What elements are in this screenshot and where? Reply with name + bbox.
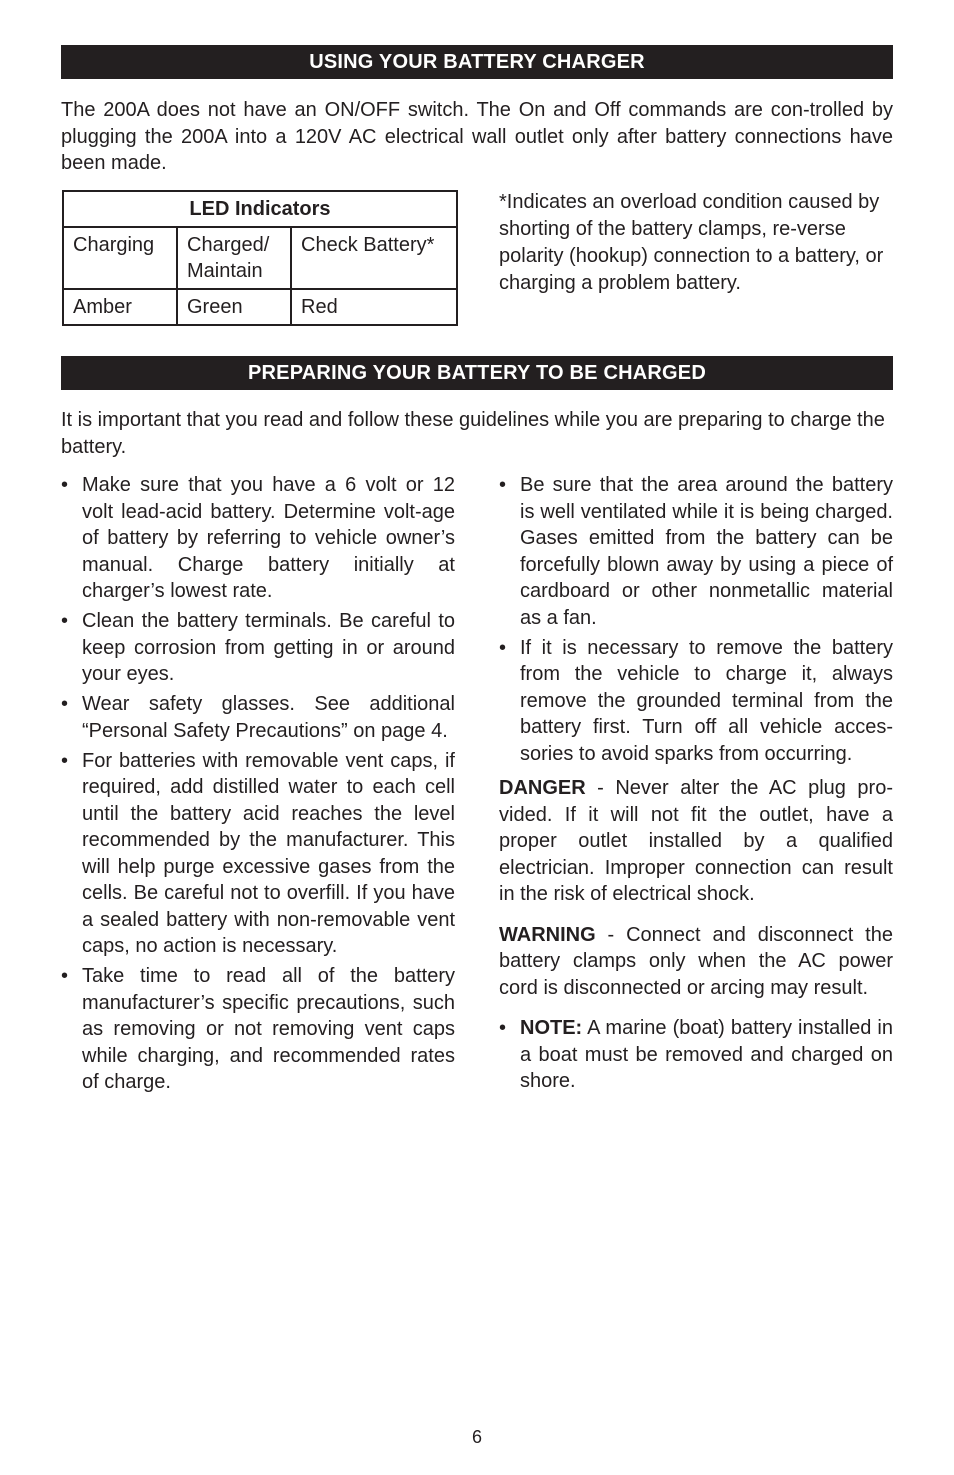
led-value-amber: Amber bbox=[63, 289, 177, 325]
bullet-text: Clean the battery terminals. Be careful to keep corrosion from getting in or around your eyes. bbox=[82, 610, 455, 685]
list-item bbox=[499, 1015, 893, 1095]
bullet-text: Wear safety glasses. See additional “Personal Safety Precautions” on page 4. bbox=[82, 693, 455, 742]
bullet-text: For batteries with removable vent caps, if required, add distilled water to each cell until the battery acid reaches the level recommended by the manufacturer. This will help purge excessive gases from the cells. Be careful not to overfill. If you have a sealed battery with non-removable vent caps, no action is necessary. bbox=[82, 749, 455, 957]
bullet-glyph: • bbox=[61, 749, 69, 772]
bullet-glyph: • bbox=[61, 965, 69, 987]
intro-paragraph: The 200A does not have an ON/OFF switch. The On and Off commands are con-trolled by plugging the 200A into a 120V AC electrical wall outlet only after battery connections have been made. bbox=[61, 99, 893, 174]
list-item bbox=[61, 963, 455, 1096]
bullet-glyph: • bbox=[61, 610, 69, 632]
list-item bbox=[499, 472, 893, 631]
note-label: NOTE: bbox=[520, 1017, 583, 1039]
list-item bbox=[61, 748, 455, 960]
left-column bbox=[61, 472, 455, 1099]
led-value-red: Red bbox=[291, 289, 457, 325]
danger-text: - Never alter the AC plug pro-vided. If it will not fit the outlet, have a proper outlet installed by a qualified electrician. Improper connection can result in the risk of electrical shock. bbox=[499, 777, 893, 905]
bullet-text: Take time to read all of the battery manufacturer’s specific precautions, such as removing or not removing vent caps while charging, and recommended rates of charge. bbox=[82, 965, 455, 1093]
led-value-green: Green bbox=[177, 289, 291, 325]
left-bullet-list bbox=[61, 472, 455, 1096]
bullet-text: If it is necessary to remove the battery from the vehicle to charge it, always remove the grounded terminal from the battery first. Turn off all vehicle acces-sories to avoid sparks from occurring. bbox=[520, 636, 893, 765]
note-list bbox=[499, 1015, 893, 1095]
overload-footnote: *Indicates an overload condition caused by shorting of the battery clamps, re-verse polarity (hookup) connection to a battery, or charging a problem battery. bbox=[499, 191, 884, 294]
warning-text: - Connect and disconnect the battery clamps only when the AC power cord is disconnected or arcing may result. bbox=[499, 923, 893, 999]
list-item bbox=[61, 608, 455, 688]
section-heading-using-charger: USING YOUR BATTERY CHARGER bbox=[61, 45, 893, 79]
list-item bbox=[61, 472, 455, 605]
bullet-text: Make sure that you have a 6 volt or 12 volt lead-acid battery. Determine volt-age of battery by referring to vehicle owner’s manual. Charge battery initially at charger’s lowest rate. bbox=[82, 474, 455, 602]
list-item bbox=[61, 691, 455, 744]
bullet-text: Be sure that the area around the battery is well ventilated while it is being charged. Gases emitted from the battery can be forcefully blown away by using a piece of cardboard or other nonmetallic material as a fan. bbox=[520, 474, 893, 629]
bullet-glyph: • bbox=[499, 1017, 507, 1039]
led-header-charging: Charging bbox=[63, 227, 177, 289]
danger-notice bbox=[499, 775, 893, 908]
bullet-glyph: • bbox=[499, 636, 507, 659]
note-text: A marine (boat) battery installed in a boat must be removed and charged on shore. bbox=[520, 1017, 893, 1092]
list-item bbox=[499, 635, 893, 768]
warning-label: WARNING bbox=[499, 923, 596, 946]
right-column bbox=[499, 472, 893, 1098]
bullet-glyph: • bbox=[61, 693, 69, 715]
danger-label: DANGER bbox=[499, 777, 586, 799]
guidelines-intro: It is important that you read and follow these guidelines while you are preparing to charge the battery. bbox=[61, 409, 885, 458]
bullet-glyph: • bbox=[61, 474, 69, 496]
page-number: 6 bbox=[471, 1427, 482, 1447]
led-header-check-battery: Check Battery* bbox=[291, 227, 457, 289]
right-bullet-list bbox=[499, 472, 893, 767]
warning-notice bbox=[499, 922, 893, 1002]
led-header-charged-maintain: Charged/ Maintain bbox=[177, 227, 291, 289]
bullet-glyph: • bbox=[499, 474, 507, 496]
led-indicators-table bbox=[62, 190, 458, 326]
led-table-title: LED Indicators bbox=[63, 191, 457, 227]
section-heading-preparing-battery: PREPARING YOUR BATTERY TO BE CHARGED bbox=[61, 356, 893, 390]
